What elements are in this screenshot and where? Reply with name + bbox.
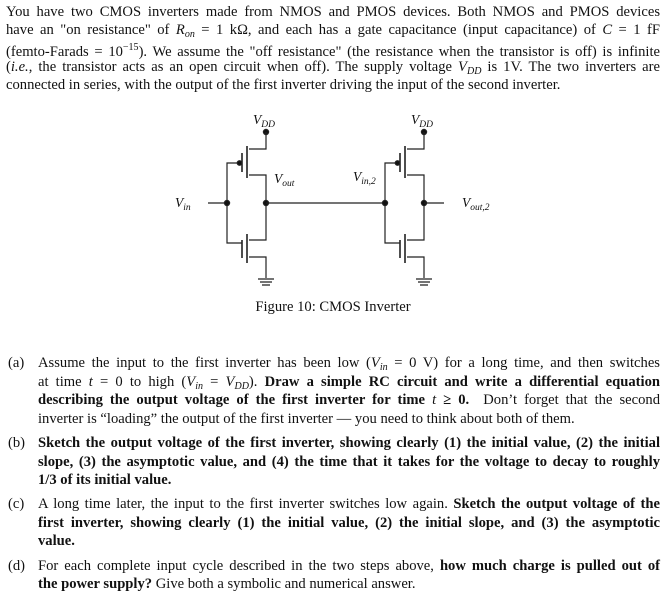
text-run: = 0 to high ( [92,373,187,390]
subscript: on [184,29,195,41]
text-line [38,532,660,550]
text-run: Give both a symbolic and numerical answer. [152,576,416,593]
text-run: have an "on resistance" of [6,22,176,39]
text-run: For each complete input cycle described in the two steps above, [38,557,440,574]
bold-text: Sketch the output voltage of the first inverter, showing clearly (1) the initial value, (2) the initial [38,434,660,451]
italic-text: t [432,392,437,409]
text-run: You have two CMOS inverters made from NMOS and PMOS devices. Both NMOS and PMOS devices [6,4,660,20]
question-label: (b) [8,434,26,451]
vin2-node-dot [382,200,387,205]
bold-text: 1/3 of its initial value. [38,472,172,489]
text-line [38,373,660,391]
text-run: is 1V. The two inverters are [481,58,660,75]
text-run: , the transistor acts as an open circuit when off). The supply voltage [28,58,459,75]
vout-label: $V_{out}$ [274,171,295,189]
italic-text: i.e. [10,58,29,75]
nmos-1-source-wire [249,257,266,278]
vdd-left-label: $V_{DD}$ [253,112,275,130]
figure-caption: Figure 10: CMOS Inverter [255,299,411,315]
inverter-2-drain-wire [407,175,424,240]
text-line [38,575,660,593]
bold-text: first inverter, showing clearly (1) the initial value, (2) the initial slope, and (3) the asymptotic [38,514,660,531]
subscript: in [195,380,203,392]
text-run: = [203,373,226,390]
text-line [38,354,660,372]
text-run: at time [38,373,89,390]
subscript: DD [466,65,482,77]
question-label: (a) [8,355,25,371]
bold-text: describing the output voltage of the first inverter for time [38,392,433,409]
pmos-2-source-wire [407,132,424,149]
text-line [38,453,660,471]
superscript: −15 [122,42,139,54]
text-run: ). [248,373,265,390]
text-line [38,514,660,532]
inverter-1 [208,129,274,285]
vin-node-dot [224,200,229,205]
bold-text: the power supply? [38,576,153,593]
inverter-1-drain-wire [249,175,266,240]
italic-text: V [370,355,380,371]
subscript: in [379,362,388,373]
pmos-1-gate-bubble [237,161,242,166]
inverter-2 [382,129,444,285]
vout2-label: $V_{out,2}$ [462,195,490,213]
vin2-label: $V_{in,2}$ [353,169,376,187]
text-run: A long time later, the input to the first inverter switches low again. [38,496,454,513]
text-run: = 1 kΩ, and each has a gate capacitance (input capacitance) of [194,22,603,39]
bold-text: value. [38,533,75,550]
text-run: (femto-Farads = 10 [6,44,123,61]
ground-icon [258,279,274,285]
text-line [38,391,660,409]
nmos-2-source-wire [407,257,424,278]
italic-text: V [458,58,467,75]
text-run: = 0 V) for a long time, and then switches [387,355,660,371]
bold-text: how much charge is pulled out of [439,557,660,574]
italic-text: t [88,373,93,390]
pmos-2-gate-bubble [395,161,400,166]
bold-text: Sketch the output voltage of the [453,496,660,513]
text-line [38,410,660,428]
italic-text: C [602,22,613,39]
text-line [38,495,660,513]
subscript: DD [234,380,249,392]
bold-text: slope, (3) the asymptotic value, and (4) the time that it takes for the voltage to decay to roughly [38,453,660,470]
italic-text: V [186,373,196,390]
text-run: = 1 fF [612,22,660,39]
bold-text: Draw a simple RC circuit and write a differential equation [264,373,660,390]
text-line [38,557,660,575]
vdd-right-label: $V_{DD}$ [411,112,433,130]
question-label: (d) [8,557,26,574]
question-label: (c) [8,496,25,513]
text-run: connected in series, with the output of the first inverter driving the input of the second inverter. [6,76,561,93]
text-run: inverter is “loading” the output of the first inverter — you need to think about both of them. [38,410,575,427]
text-run: ( [6,58,11,75]
vin-label: $V_{in}$ [175,195,191,213]
text-run: Don’t forget that the second [469,392,660,409]
italic-text: R [175,22,185,39]
pmos-1-source-wire [249,132,266,149]
text-line [38,434,660,452]
italic-text: V [225,373,235,390]
bold-text: ≥ 0. [436,392,470,409]
text-run: Assume the input to the first inverter has been low ( [38,355,371,371]
ground-icon [416,279,432,285]
text-line [38,471,660,489]
text-run: ). We assume the "off resistance" (the resistance when the transistor is off) is infinite [138,44,660,61]
